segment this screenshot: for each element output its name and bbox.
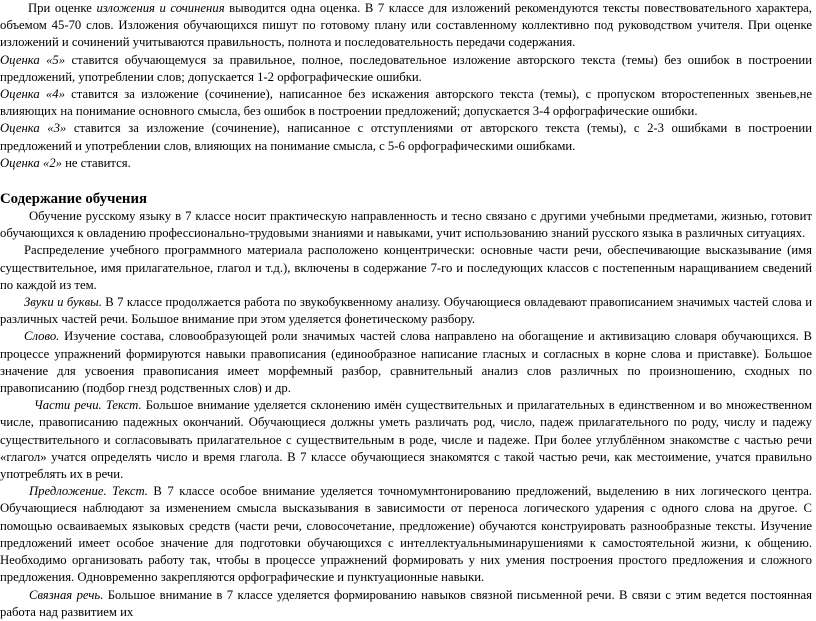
sounds-label: Звуки и буквы. [24, 295, 102, 310]
content-paragraph-intro: Обучение русскому языку в 7 классе носит практическую направленность и тесно связано с другими учебными предметами, жизнью, готовит обучающихся к овладению профессионально-трудовыми знаниями и навыками, учит использованию знаний русского языка в различных ситуациях. [0, 209, 812, 241]
word-text: Изучение состава, словообразующей роли значимых частей слова направлено на обогащение и активизацию словаря обучающихся. В процессе упражнений формируются навыки правописания (единообразное написание гласных и согласных в корне слова и приставке). Большое значение для усвоения правописания имеет морфемный разбор, сравнительный анализ слов различных по произношению, сходных по правописанию (подбор гнезд родственных слов) и др. [0, 329, 812, 396]
grade-4-label: Оценка «4» [0, 87, 65, 102]
grade-5-label: Оценка «5» [0, 52, 66, 67]
parts-label: Части речи. Текст. [34, 398, 142, 413]
content-paragraph-distribution: Распределение учебного программного материала расположено концентрически: основные части речи, обеспечивающие высказывание (имя существительное, имя прилагательное, глагол и т.д.), включены в содержание 7-го и последующих классов с постепенным наращиванием сведений по каждой из тем. [0, 243, 812, 292]
parts-of-speech-paragraph [0, 397, 816, 483]
connected-speech-paragraph [0, 587, 816, 621]
grade-2-paragraph [0, 155, 816, 172]
speech-label: Связная речь. [29, 587, 104, 602]
grade-3-paragraph [0, 120, 816, 154]
grade-3-text: ставится за изложение (сочинение), написанное с отступлениями от авторского текста (темы), с 2-3 ошибками в построении предложений и употреблении слов, влияющих на понимание смысла, с 5-6 орфографическими ошибками. [0, 121, 812, 153]
grade-5-paragraph [0, 52, 816, 86]
grade-2-text: не ставится. [61, 155, 131, 170]
intro-italic: изложения и сочинения [96, 1, 225, 15]
section-heading: Содержание обучения [0, 191, 147, 208]
word-paragraph [0, 328, 816, 397]
sentence-text: В 7 классе особое внимание уделяется точномумнтонированию предложений, выделению в них логического центра. Обучающиеся наблюдают за изменением смысла высказывания в зависимости от переноса логического ударения с одного слова на другое. С помощью осваиваемых языковых средств (части речи, словосочетание, предложение) обучаются конструировать разнообразные тексты. Изучение предложений имеет особое значение для подготовки обучающихся с интеллектуальныминарушениями к самостоятельной жизни, к общению. Необходимо организовать работу так, чтобы в процессе упражнений формировать у них умения построения простого предложения и сложного предложения. Одновременно закрепляются орфографические и пунктуационные навыки. [0, 484, 813, 585]
grade-3-label: Оценка «3» [0, 121, 67, 136]
grade-4-text: ставится за изложение (сочинение), написанное без искажения авторского текста (темы), с пропуском второстепенных звеньев,не влияющих на понимание основного смысла, без ошибок в построении предложений; допускается 3-4 орфографические ошибки. [0, 87, 812, 119]
intro-rest: выводится одна оценка. В 7 классе для изложений рекомендуются тексты повествовательного характера, объемом 45-70 слов. Изложения обучающихся пишут по готовому плану или составленному коллективно под руководством учителя. При оценке изложений и сочинений учитываются правильность, полнота и последовательность передачи содержания. [0, 1, 812, 50]
sounds-text: В 7 классе продолжается работа по звукобуквенному анализу. Обучающиеся овладевают правописанием значимых частей слова и различных частей речи. Большое внимание при этом уделяется фонетическому разбору. [0, 295, 812, 327]
grade-4-paragraph [0, 86, 816, 120]
sentence-label: Предложение. Текст. [29, 484, 148, 499]
intro-lead: При оценке [28, 1, 97, 15]
sounds-paragraph [0, 294, 816, 328]
sentence-paragraph [0, 483, 816, 586]
word-label: Слово. [24, 329, 60, 344]
parts-text: Большое внимание уделяется склонению имён существительных и прилагательных в единственном и во множественном числе, правописанию падежных окончаний. Обучающиеся должны уметь различать род, число, падеж прилагательного по роду, числу и падежу существительного и согласовывать прилагательное с существительным в роде, числе и падеже. При более углублённом знакомстве с частью речи «глагол» учатся определять число и время глагола. В 7 классе обучающиеся знакомятся с такой частью речи, как местоимение, учатся правильно употреблять их в речи. [0, 398, 812, 482]
speech-text: Большое внимание в 7 классе уделяется формированию навыков связной письменной речи. В связи с этим ведется постоянная работа над развитием их [0, 587, 812, 619]
grade-5-text: ставится обучающемуся за правильное, полное, последовательное изложение авторского текста (темы) без ошибок в построении предложений, употреблении слов; допускается 1-2 орфографические ошибки. [0, 52, 812, 84]
section-spacer [0, 172, 816, 190]
grade-2-label: Оценка «2» [0, 155, 62, 170]
assessment-intro [0, 0, 816, 52]
